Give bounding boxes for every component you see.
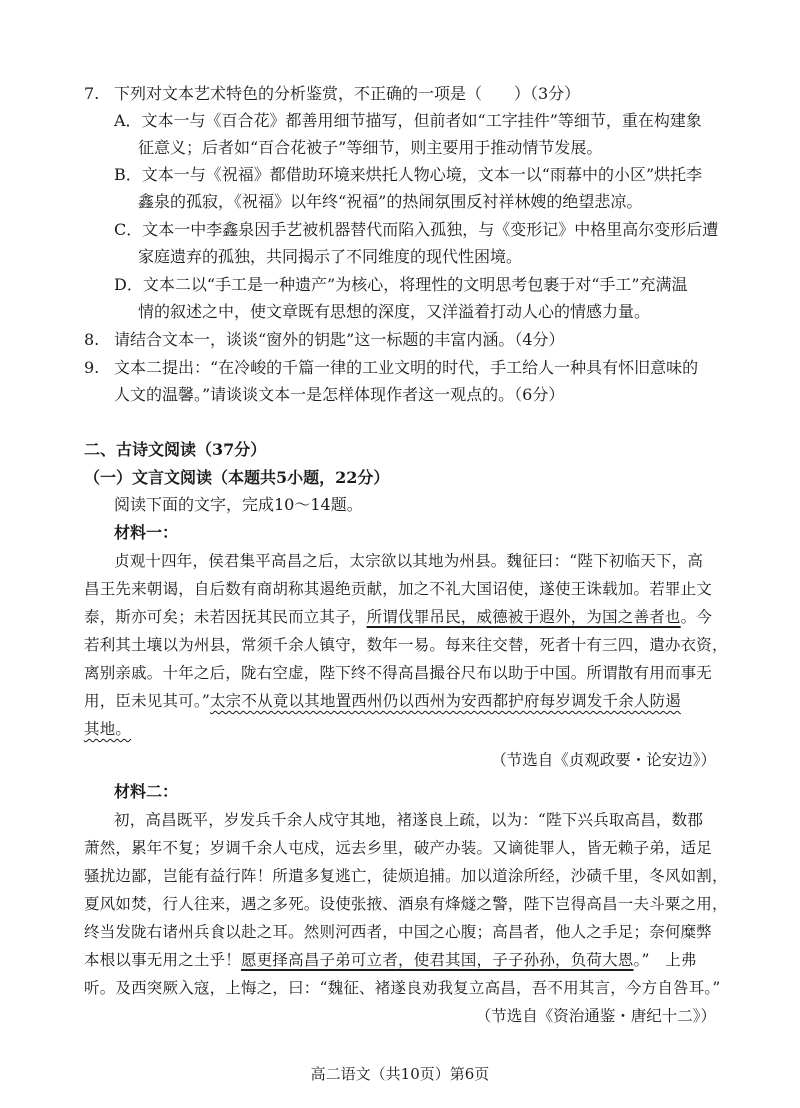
q9-number: 9. bbox=[84, 358, 100, 377]
subsection-title: （一）文言文阅读（本题共5小题，22分） bbox=[84, 468, 390, 487]
underlined-sentence: 愿更择高昌子弟可立者，使君其国，子子孙孙，负荷大恩 bbox=[241, 951, 634, 969]
page-footer: 高二语文（共10页）第6页 bbox=[310, 1065, 490, 1083]
material-2-line: 听。及西突厥入寇，上悔之，曰：“魏征、褚遂良劝我复立高昌，吾不用其言，今方自咎耳。” bbox=[84, 979, 721, 997]
wavy-underlined-sentence: 其地。 bbox=[84, 720, 132, 738]
material-2-label: 材料二： bbox=[114, 782, 179, 801]
q7-option-a-line2: 征意义；后者如“百合花被子”等细节，则主要用于推动情节发展。 bbox=[138, 138, 603, 157]
reading-instruction: 阅读下面的文字，完成10～14题。 bbox=[114, 495, 363, 514]
material-1-line: 离别亲戚。十年之后，陇右空虚，陛下终不得高昌撮谷尺布以助于中国。所谓散有用而事无 bbox=[84, 664, 713, 682]
q7-option-b-line1: B．文本一与《祝福》都借助环境来烘托人物心境，文本一以“雨幕中的小区”烘托李 bbox=[114, 165, 703, 184]
material-2-line: 终当发陇右诸州兵食以赴之耳。然则河西者，中国之心腹；高昌者，他人之手足；奈何糜弊 bbox=[84, 923, 713, 941]
material-2-line: 初，高昌既平，岁发兵千余人戍守其地，褚遂良上疏，以为：“陛下兴兵取高昌，数郡 bbox=[114, 811, 704, 829]
material-1-line bbox=[84, 718, 131, 740]
material-2-line: 萧然，累年不复；岁调千余人屯戍，远去乡里，破产办装。又谪徙罪人，皆无赖子弟，适足 bbox=[84, 839, 713, 857]
material-1-line: 贞观十四年，侯君集平高昌之后，太宗欲以其地为州县。魏征曰：“陛下初临天下，高 bbox=[114, 552, 704, 570]
material-2-line: 本根以事无用之土乎！愿更择高昌子弟可立者，使君其国，子子孙孙，负荷大恩。” 上弗 bbox=[84, 951, 697, 969]
material-1-line: 昌王先来朝谒，自后数有商胡称其遏绝贡献，加之不礼大国诏使，遂使王诛载加。若罪止文 bbox=[84, 580, 713, 598]
q7-option-d-line2: 情的叙述之中，使文章既有思想的深度，又洋溢着打动人心的情感力量。 bbox=[138, 302, 651, 321]
q7-number: 7. bbox=[84, 84, 100, 103]
q8-text: 请结合文本一，谈谈“窗外的钥匙”这一标题的丰富内涵。（4分） bbox=[114, 330, 565, 349]
material-1-line: 用，臣未见其可。”太宗不从竟以其地置西州仍以西州为安西都护府每岁调发千余人防遏 bbox=[84, 692, 681, 710]
q7-option-c-line2: 家庭遗弃的孤独，共同揭示了不同维度的现代性困境。 bbox=[138, 247, 523, 266]
q7-option-b-line2: 鑫泉的孤寂，《祝福》以年终“祝福”的热闹氛围反衬祥林嫂的绝望悲凉。 bbox=[138, 192, 643, 211]
q7-option-c-line1: C．文本一中李鑫泉因手艺被机器替代而陷入孤独，与《变形记》中格里高尔变形后遭 bbox=[114, 220, 719, 239]
q7-stem: 下列对文本艺术特色的分析鉴赏，不正确的一项是（ ）（3分） bbox=[114, 84, 581, 103]
q8-number: 8. bbox=[84, 330, 100, 349]
wavy-underlined-sentence: 太宗不从竟以其地置西州仍以西州为安西都护府每岁调发千余人防遏 bbox=[209, 692, 681, 710]
material-1-line: 泰，斯亦可矣；未若因抚其民而立其子，所谓伐罪吊民，威德被于遐外，为国之善者也。今 bbox=[84, 608, 713, 626]
material-2-line: 夏风如焚，行人往来，遇之多死。设使张掖、酒泉有烽燧之警，陛下岂得高昌一夫斗粟之用， bbox=[84, 895, 728, 913]
underlined-sentence: 所谓伐罪吊民，威德被于遐外，为国之善者也 bbox=[366, 608, 681, 626]
section-title: 二、古诗文阅读（37分） bbox=[84, 440, 267, 459]
material-2-source: （节选自《资治通鉴・唐纪十二》） bbox=[475, 1007, 716, 1025]
q9-line2: 人文的温馨。”请谈谈文本一是怎样体现作者这一观点的。（6分） bbox=[114, 385, 565, 404]
q7-option-d-line1: D．文本二以“手工是一种遗产”为核心，将理性的文明思考包裹于对“手工”充满温 bbox=[114, 275, 688, 294]
q7-option-a-line1: A．文本一与《百合花》都善用细节描写，但前者如“工字挂件”等细节，重在构建象 bbox=[114, 111, 702, 130]
q9-line1: 文本二提出：“在冷峻的千篇一律的工业文明的时代，手工给人一种具有怀旧意味的 bbox=[114, 358, 699, 377]
material-2-line: 骚扰边鄙，岂能有益行阵！所遣多复逃亡，徒烦追捕。加以道涂所经，沙碛千里，冬风如割， bbox=[84, 867, 728, 885]
material-1-label: 材料一： bbox=[114, 523, 179, 542]
material-1-source: （节选自《贞观政要・论安边》） bbox=[491, 751, 716, 769]
material-1-line: 若利其土壤以为州县，常须千余人镇守，数年一易。每来往交替，死者十有三四，遣办衣资， bbox=[84, 636, 728, 654]
